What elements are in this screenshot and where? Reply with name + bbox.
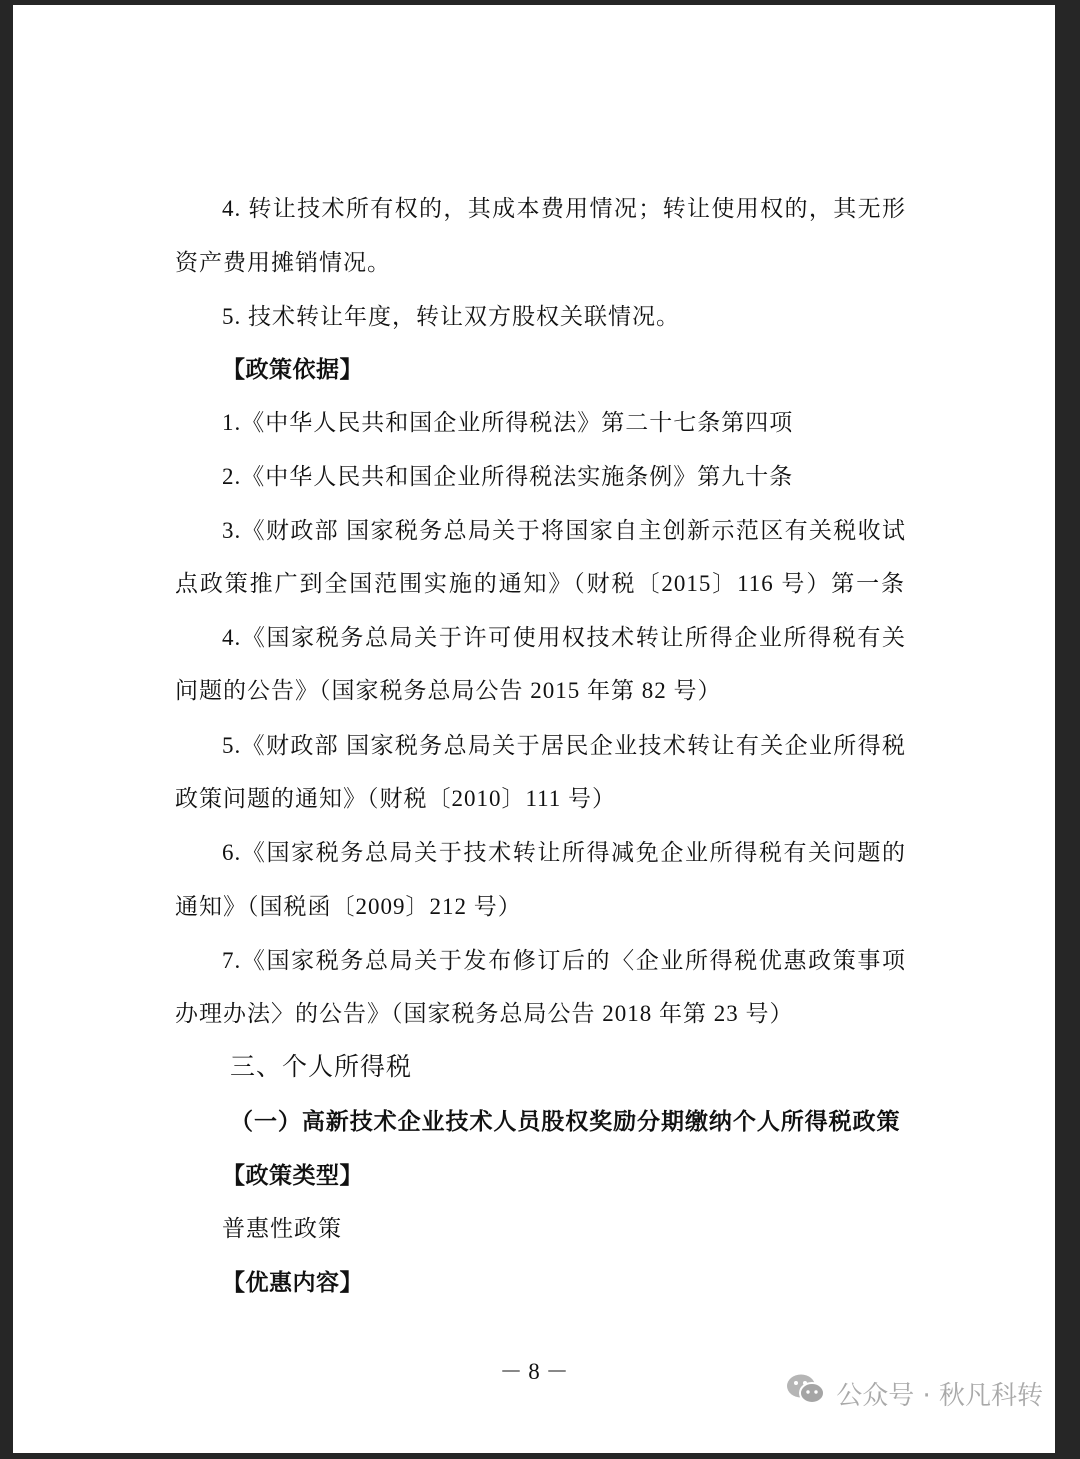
- section-heading: 【政策依据】: [222, 357, 363, 383]
- section-heading: 【优惠内容】: [222, 1270, 363, 1296]
- text-line: 4.《国家税务总局关于许可使用权技术转让所得企业所得税有关: [222, 625, 906, 650]
- text-line: 5. 技术转让年度，转让双方股权关联情况。: [222, 304, 680, 329]
- watermark-text: 公众号 · 秋凡科转: [836, 1381, 1043, 1411]
- text-line: 7.《国家税务总局关于发布修订后的〈企业所得税优惠政策事项: [222, 948, 906, 973]
- chapter-heading: 三、个人所得税: [230, 1052, 413, 1081]
- text-line: 4. 转让技术所有权的，其成本费用情况；转让使用权的，其无形: [222, 196, 906, 221]
- section-heading: 【政策类型】: [222, 1163, 363, 1189]
- text-line: 2.《中华人民共和国企业所得税法实施条例》第九十条: [222, 464, 794, 489]
- chapter-heading: （一）高新技术企业技术人员股权奖励分期缴纳个人所得税政策: [230, 1109, 900, 1135]
- wechat-icon: [786, 1373, 826, 1414]
- text-line: 政策问题的通知》（财税〔2010〕111 号）: [175, 786, 617, 811]
- document-page: [13, 5, 1055, 1453]
- text-line: 5.《财政部 国家税务总局关于居民企业技术转让有关企业所得税: [222, 733, 906, 758]
- text-line: 1.《中华人民共和国企业所得税法》第二十七条第四项: [222, 410, 794, 435]
- text-line: 资产费用摊销情况。: [175, 250, 391, 275]
- text-line: 通知》（国税函〔2009〕212 号）: [175, 894, 522, 919]
- text-line: 办理办法〉的公告》（国家税务总局公告 2018 年第 23 号）: [175, 1001, 794, 1026]
- text-line: 普惠性政策: [222, 1216, 342, 1241]
- watermark: [786, 1373, 1043, 1414]
- text-line: 问题的公告》（国家税务总局公告 2015 年第 82 号）: [175, 678, 722, 703]
- text-line: 3.《财政部 国家税务总局关于将国家自主创新示范区有关税收试: [222, 518, 906, 543]
- text-line: 6.《国家税务总局关于技术转让所得减免企业所得税有关问题的: [222, 840, 906, 865]
- page-number: － 8 －: [499, 1359, 569, 1384]
- text-line: 点政策推广到全国范围实施的通知》（财税〔2015〕116 号）第一条: [175, 571, 905, 596]
